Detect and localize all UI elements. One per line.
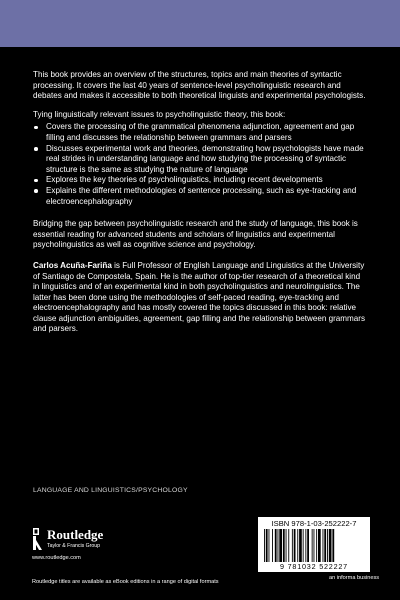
subject-category: LANGUAGE AND LINGUISTICS/PSYCHOLOGY — [33, 487, 188, 494]
isbn-barcode — [258, 517, 370, 572]
barcode-digits: 9 781032 522227 — [280, 562, 348, 571]
closing-paragraph: Bridging the gap between psycholinguistic research and the study of language, this book is essential reading for advanced students and scholars of linguistics and experimental psycholinguistics as well as cognitive science and psychology. — [33, 219, 358, 250]
list-lead: Tying linguistically relevant issues to psycholinguistic theory, this book: — [33, 109, 286, 119]
informa-tagline: an informa business — [329, 575, 380, 581]
isbn-number: ISBN 978-1-03-252222-7 — [271, 519, 357, 528]
barcode-icon — [263, 529, 365, 562]
author-bio-text: is Full Professor of English Language and Linguistics at the University of Santiago de Compostela, Spain. He is the author of top-tier research of a theoretical kind in linguistics and of an experimental kind in both psycholinguistics and neurolinguistics. The latter has been done using the methodologies of self-paced reading, eye-tracking and electroencephalography and has mostly covered the topics discussed in this book: relative clause adjunction ambiguities, agreement, gap filling and the relationship between grammars and parsers. — [33, 260, 366, 334]
feature-item: Covers the processing of the grammatical phenomena adjunction, agreement and gap filling and discusses the relationship between grammars and parsers — [33, 122, 368, 143]
intro-paragraph: This book provides an overview of the structures, topics and main theories of syntactic processing. It covers the last 40 years of sentence-level psycholinguistic research and debates and makes it accessible to both theoretical linguists and experimental psychologists. — [33, 70, 366, 101]
back-cover-blurb — [33, 70, 368, 343]
feature-item: Explores the key theories of psycholinguistics, including recent developments — [33, 175, 368, 186]
feature-item: Explains the different methodologies of sentence processing, such as eye-tracking and electroencephalography — [33, 186, 368, 207]
feature-item: Discusses experimental work and theories, demonstrating how psychologists have made real strides in understanding language and how studying the processing of syntactic structure is the same as studying the nature of language — [33, 144, 368, 176]
author-name: Carlos Acuña-Fariña — [33, 260, 112, 270]
publisher-url: www.routledge.com — [32, 555, 81, 561]
feature-list — [33, 122, 368, 207]
publisher-logo — [32, 527, 152, 567]
publisher-name: Routledge — [47, 527, 104, 542]
author-bio — [33, 261, 368, 335]
publisher-group: Taylor & Francis Group — [47, 543, 101, 549]
ebook-note: Routledge titles are available as eBook editions in a range of digital formats — [32, 579, 219, 585]
routledge-mark-icon — [32, 528, 44, 550]
top-color-band — [0, 0, 400, 47]
